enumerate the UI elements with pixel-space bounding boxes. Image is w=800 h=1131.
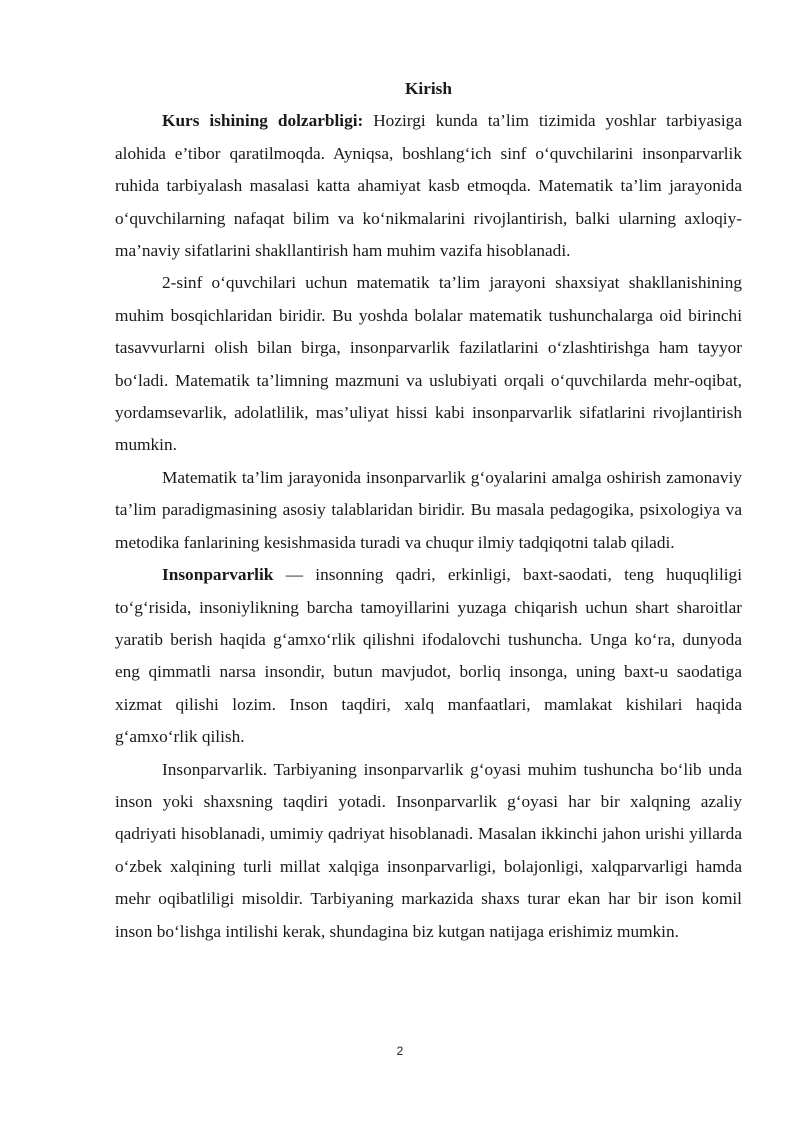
paragraph-text: Insonparvarlik. Tarbiyaning insonparvarlik g‘oyasi muhim tushuncha bo‘lib unda inson yoki shaxsning taqdiri yotadi. Insonparvarlik g‘oyasi har bir xalqning azaliy qadriyati hisoblanadi, umimiy qadriyat hisoblanadi. Masalan ikkinchi jahon urishi yillarda o‘zbek xalqining turli millat xalqiga insonparvarligi, bolajonligi, xalqparvarligi hamda mehr oqibatliligi misoldir. Tarbiyaning markazida shaxs turar ekan har bir ison komil inson bo‘lishga intilishi kerak, shundagina biz kutgan natijaga erishimiz mumkin. <box>115 759 742 941</box>
paragraph-paradigm <box>115 462 742 559</box>
paragraph-grade-two <box>115 267 742 461</box>
paragraph-lead-relevance: Kurs ishining dolzarbligi: <box>162 111 364 131</box>
section-title: Kirish <box>404 79 453 98</box>
paragraph-lead-humanism: Insonparvarlik <box>162 565 274 585</box>
document-page <box>115 73 742 948</box>
paragraph-humanism-definition <box>115 559 742 753</box>
paragraph-text: Hozirgi kunda ta’lim tizimida yoshlar tarbiyasiga alohida e’tibor qaratilmoqda. Ayniqsa, boshlang‘ich sinf o‘quvchilarini insonparvarlik ruhida tarbiyalash masalasi katta ahamiyat kasb etmoqda. Matematik ta’lim jarayonida o‘quvchilarning nafaqat bilim va ko‘nikmalarini rivojlantirish, balki ularning axloqiy-ma’naviy sifatlarini shakllantirish ham muhim vazifa hisoblanadi. <box>115 111 742 261</box>
paragraph-text: 2-sinf o‘quvchilari uchun matematik ta’lim jarayoni shaxsiyat shakllanishining muhim bosqichlaridan biridir. Bu yoshda bolalar matematik tushunchalarga oid birinchi tasavvurlarni olish bilan birga, insonparvarlik fazilatlarini o‘zlashtirishga ham tayyor bo‘ladi. Matematik ta’limning mazmuni va uslubiyati orqali o‘quvchilarda mehr-oqibat, yordamsevarlik, adolatlilik, mas’uliyat hissi kabi insonparvarlik sifatlarini rivojlantirish mumkin. <box>115 273 742 455</box>
paragraph-relevance <box>115 105 742 267</box>
paragraph-text: — insonning qadri, erkinligi, baxt-saodati, teng huquqliligi to‘g‘risida, insoniylikning barcha tamoyillarini yuzaga chiqarish uchun shart sharoitlar yaratib berish haqida g‘amxo‘rlik qilishni ifodalovchi tushuncha. Unga ko‘ra, dunyoda eng qimmatli narsa insondir, butun mavjudot, borliq insonga, uning baxt-u saodatiga xizmat qilishi lozim. Inson taqdiri, xalq manfaatlari, mamlakat kishilari haqida g‘amxo‘rlik qilish. <box>115 565 742 747</box>
page-number: 2 <box>396 1044 404 1058</box>
paragraph-humanism-upbringing <box>115 754 742 948</box>
paragraph-text: Matematik ta’lim jarayonida insonparvarlik g‘oyalarini amalga oshirish zamonaviy ta’lim paradigmasining asosiy talablaridan biridir. Bu masala pedagogika, psixologiya va metodika fanlarining kesishmasida turadi va chuqur ilmiy tadqiqotni talab qiladi. <box>115 467 742 552</box>
